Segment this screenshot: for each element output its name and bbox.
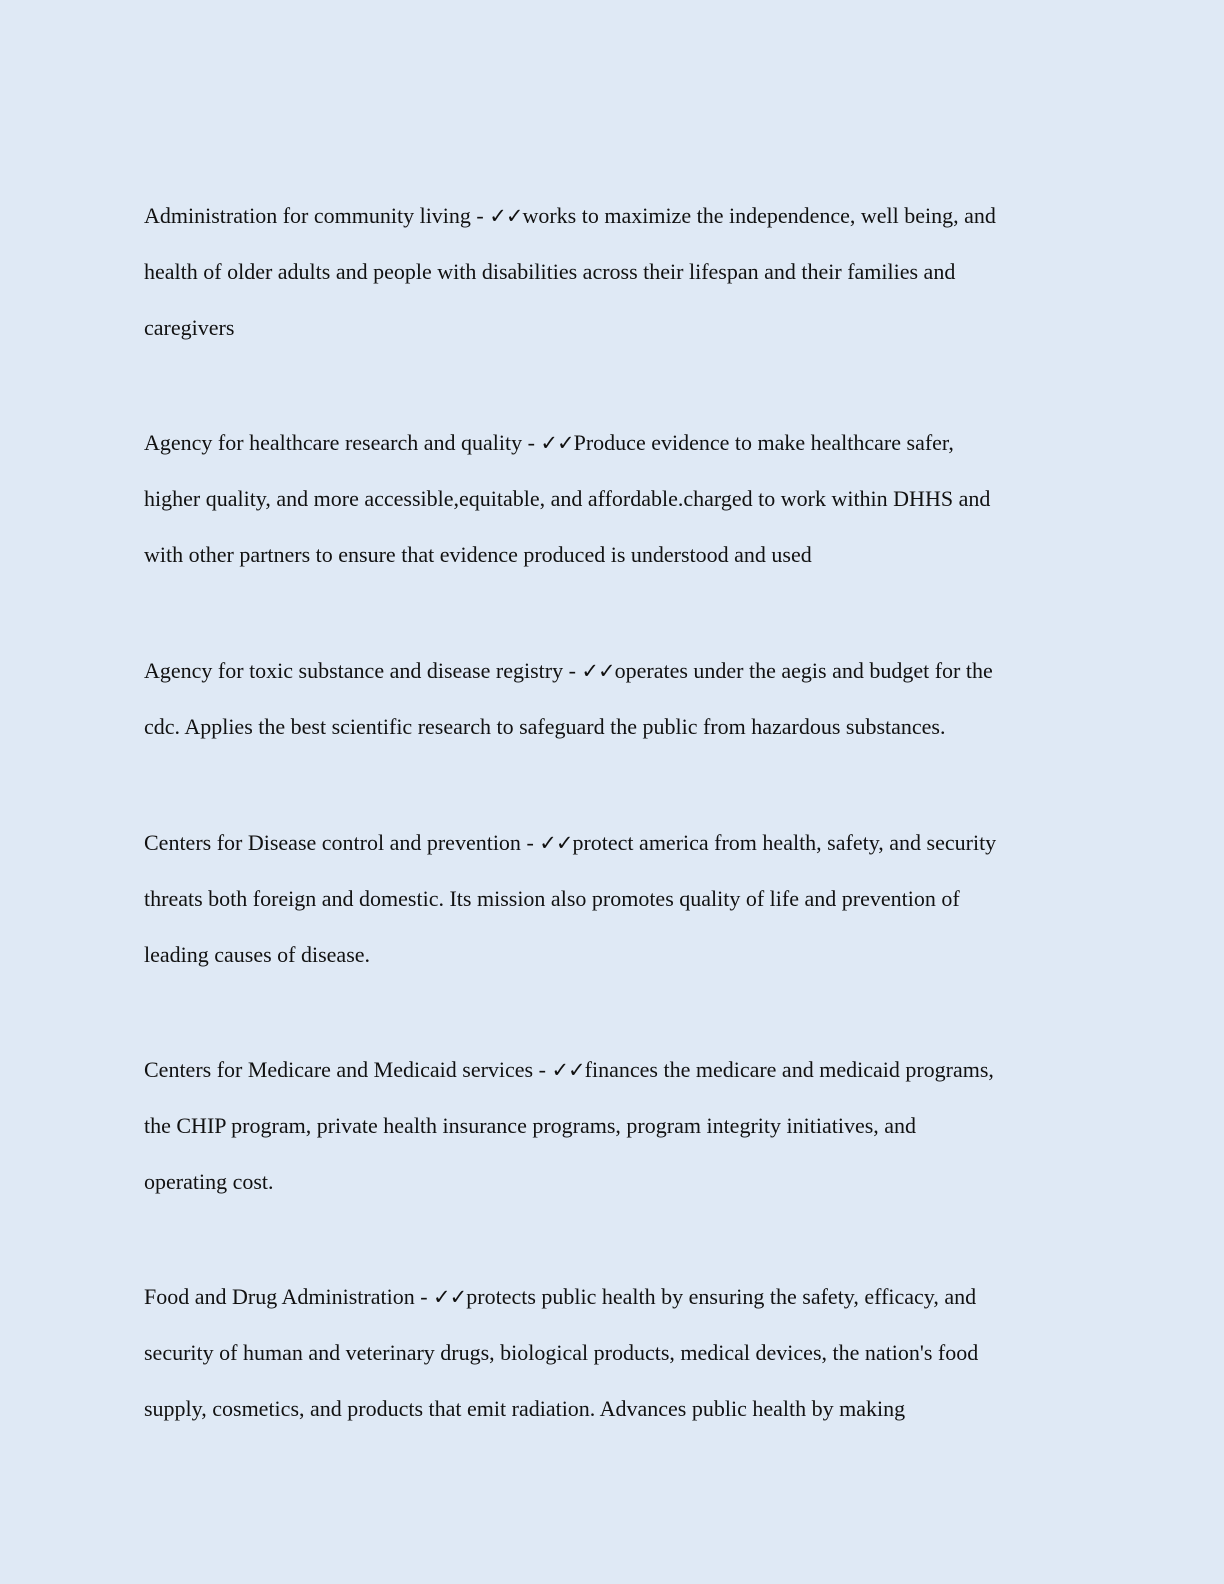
entry-separator: - bbox=[520, 830, 540, 855]
entry-line bbox=[144, 1042, 1094, 1098]
entry-line: threats both foreign and domestic. Its mission also promotes quality of life and prevention of bbox=[144, 886, 960, 911]
entry-term: Food and Drug Administration bbox=[144, 1284, 415, 1309]
double-check-icon: ✓✓ bbox=[433, 1285, 467, 1309]
entry-line bbox=[144, 815, 1094, 871]
entry-line bbox=[144, 643, 1094, 699]
entry-term: Agency for healthcare research and quality bbox=[144, 430, 523, 455]
entry-definition-line: protects public health by ensuring the safety, efficacy, and bbox=[466, 1284, 977, 1309]
entry-definition-line: Produce evidence to make healthcare safer, bbox=[573, 430, 954, 455]
double-check-icon: ✓✓ bbox=[540, 431, 574, 455]
entry-line bbox=[144, 415, 1094, 471]
entry-centers-for-medicare-and-medicaid bbox=[144, 1042, 1094, 1210]
entry-agency-for-toxic-substance bbox=[144, 643, 1094, 755]
entry-definition-line: finances the medicare and medicaid programs, bbox=[584, 1057, 994, 1082]
double-check-icon: ✓✓ bbox=[539, 831, 573, 855]
entry-administration-for-community-living bbox=[144, 188, 1094, 356]
entry-separator: - bbox=[414, 1284, 434, 1309]
entry-line: supply, cosmetics, and products that emit radiation. Advances public health by making bbox=[144, 1396, 906, 1421]
entry-separator: - bbox=[563, 658, 582, 683]
entry-separator: - bbox=[522, 430, 541, 455]
entry-line: security of human and veterinary drugs, biological products, medical devices, the nation's food bbox=[144, 1340, 979, 1365]
entry-agency-for-healthcare-research bbox=[144, 415, 1094, 583]
entry-line bbox=[144, 1269, 1094, 1325]
entry-line bbox=[144, 188, 1094, 244]
entry-line: the CHIP program, private health insurance programs, program integrity initiatives, and bbox=[144, 1113, 917, 1138]
entry-line: higher quality, and more accessible,equitable, and affordable.charged to work within DHHS and bbox=[144, 486, 991, 511]
entry-term: Agency for toxic substance and disease registry bbox=[144, 658, 564, 683]
double-check-icon: ✓✓ bbox=[551, 1058, 585, 1082]
entry-line: leading causes of disease. bbox=[144, 942, 371, 967]
entry-line: cdc. Applies the best scientific research to safeguard the public from hazardous substances. bbox=[144, 714, 946, 739]
entry-centers-for-disease-control bbox=[144, 815, 1094, 983]
entry-line: health of older adults and people with disabilities across their lifespan and their families and bbox=[144, 259, 956, 284]
entry-definition-line: protect america from health, safety, and security bbox=[572, 830, 997, 855]
double-check-icon: ✓✓ bbox=[489, 204, 523, 228]
entry-separator: - bbox=[533, 1057, 552, 1082]
entry-definition-line: works to maximize the independence, well being, and bbox=[522, 203, 996, 228]
double-check-icon: ✓✓ bbox=[581, 659, 615, 683]
entry-separator: - bbox=[470, 203, 490, 228]
entry-line: caregivers bbox=[144, 315, 235, 340]
entry-food-and-drug-administration bbox=[144, 1269, 1094, 1437]
entry-definition-line: operates under the aegis and budget for the bbox=[614, 658, 993, 683]
entry-line: with other partners to ensure that evidence produced is understood and used bbox=[144, 542, 812, 567]
entry-term: Centers for Medicare and Medicaid services bbox=[144, 1057, 534, 1082]
entry-term: Administration for community living bbox=[144, 203, 471, 228]
entry-term: Centers for Disease control and prevention bbox=[144, 830, 521, 855]
entry-line: operating cost. bbox=[144, 1169, 274, 1194]
